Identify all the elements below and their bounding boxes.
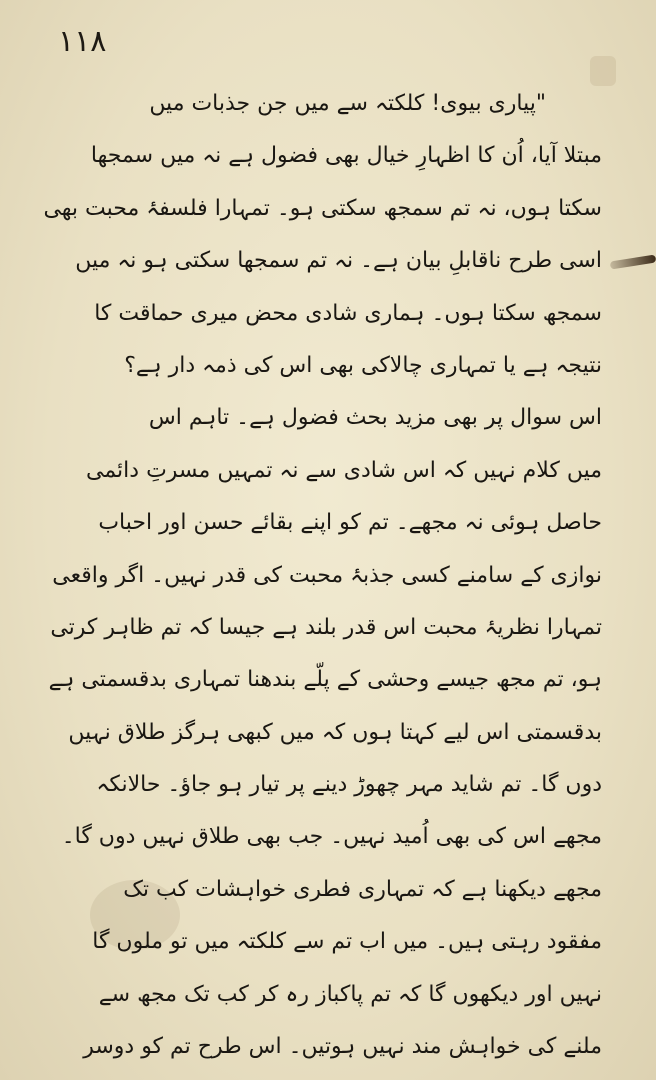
text-line: بدقسمتی اس لیے کہتا ہوں کہ میں کبھی ہرگز طلاق نہیں	[68, 719, 602, 745]
page-number: ۱۱۸	[58, 24, 107, 59]
text-line: مجھے اس کی بھی اُمید نہیں۔ جب بھی طلاق نہیں دوں گا۔	[61, 824, 602, 850]
text-line: میں کلام نہیں کہ اس شادی سے نہ تمہیں مسرتِ دائمی	[85, 457, 602, 483]
text-line: مجھے دیکھنا ہے کہ تمہاری فطری خواہشات کب تک	[123, 876, 602, 902]
text-line: سکتا ہوں، نہ تم سمجھ سکتی ہو۔ تمہارا فلسفۂ محبت بھی	[43, 195, 602, 221]
text-line: مبتلا آیا، اُن کا اظہارِ خیال بھی فضول ہے نہ میں سمجھا	[90, 143, 602, 169]
text-line: دوں گا۔ تم شاید مہر چھوڑ دینے پر تیار ہو جاؤ۔ حالانکہ	[96, 772, 602, 798]
text-line: حاصل ہوئی نہ مجھے۔ تم کو اپنے بقائے حسن اور احباب	[98, 510, 602, 536]
page-body-text	[43, 78, 602, 1073]
text-line: اسی طرح ناقابلِ بیان ہے۔ نہ تم سمجھا سکتی ہو نہ میں	[75, 248, 602, 274]
text-line: تمہارا نظریۂ محبت اس قدر بلند ہے جیسا کہ تم ظاہر کرتی	[50, 614, 602, 640]
text-line: مفقود رہتی ہیں۔ میں اب تم سے کلکتہ میں تو ملوں گا	[92, 929, 602, 955]
text-line: ملنے کی خواہش مند نہیں ہوتیں۔ اس طرح تم کو دوسر	[83, 1034, 602, 1060]
text-line: نتیجہ ہے یا تمہاری چالاکی بھی اس کی ذمہ دار ہے؟	[124, 352, 602, 378]
text-line: نہیں اور دیکھوں گا کہ تم پاکباز رہ کر کب تک مجھ سے	[98, 981, 602, 1007]
text-line: ہو، تم مجھ جیسے وحشی کے پلّے بندھنا تمہاری بدقسمتی ہے	[48, 667, 602, 693]
pencil-margin-mark	[610, 254, 656, 269]
text-line: اس سوال پر بھی مزید بحث فضول ہے۔ تاہم اس	[148, 405, 602, 431]
text-line: نوازی کے سامنے کسی جذبۂ محبت کی قدر نہیں۔ اگر واقعی	[52, 562, 602, 588]
text-line: "پیاری بیوی! کلکتہ سے میں جن جذبات میں	[149, 91, 546, 116]
text-line: سمجھ سکتا ہوں۔ ہماری شادی محض میری حماقت کا	[94, 300, 602, 326]
